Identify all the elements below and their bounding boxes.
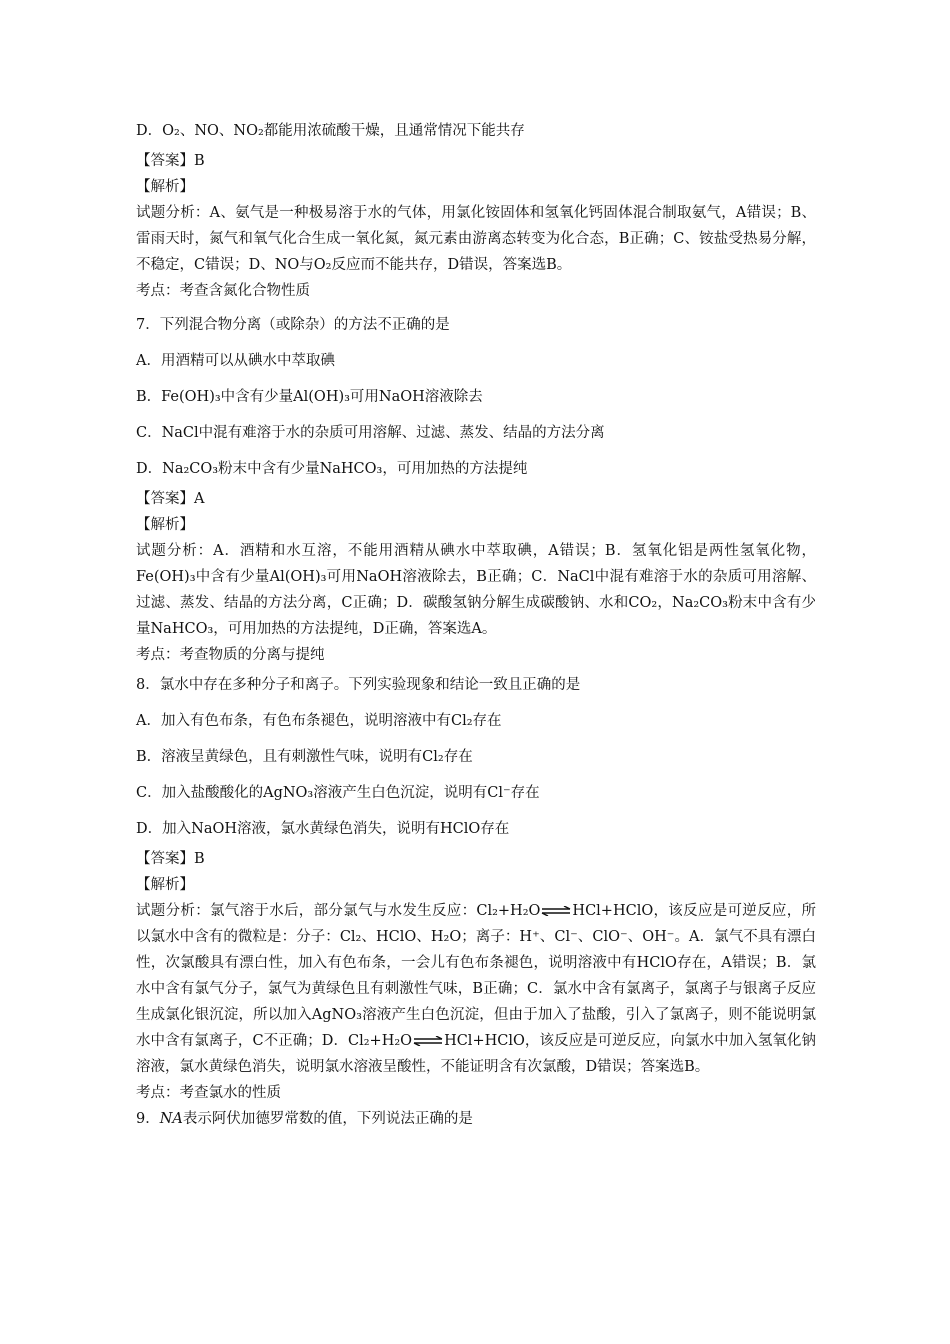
document-page (136, 118, 816, 1132)
q6-analysis-label: 【解析】 (136, 179, 194, 195)
q8-point: 考点：考查氯水的性质 (136, 1085, 281, 1101)
q6-point: 考点：考查含氮化合物性质 (136, 283, 310, 299)
q8-analysis-part-2: HCl+HClO，该反应是可逆反应，所以氯水中含有的微粒是：分子：Cl₂、HClO、H₂O；离子：H⁺、Cl⁻、ClO⁻、OH⁻。A．氯气不具有漂白性，次氯酸具有漂白性，加入有色布条，一会儿有色布条褪色，说明溶液中有HClO存在，A错误；B．氯水中含有氯气分子，氯气为黄绿色且有刺激性气味，B正确；C．氯水中含有氯离子，氯离子与银离子反应生成氯化银沉淀，所以加入AgNO₃溶液产生白色沉淀，但由于加入了盐酸，引入了氯离子，则不能说明氯水中含有氯离子，C不正确；D．Cl₂+H₂O (136, 903, 816, 1049)
q7-analysis: 试题分析：A．酒精和水互溶，不能用酒精从碘水中萃取碘，A错误；B．氢氧化铝是两性氢氧化物，Fe(OH)₃中含有少量Al(OH)₃可用NaOH溶液除去，B正确；C．NaCl中混有难溶于水的杂质可用溶解、过滤、蒸发、结晶的方法分离，C正确；D．碳酸氢钠分解生成碳酸钠、水和CO₂，Na₂CO₃粉末中含有少量NaHCO₃，可用加热的方法提纯，D正确，答案选A。 (136, 543, 816, 637)
q8-analysis-part-1: 试题分析：氯气溶于水后，部分氯气与水发生反应：Cl₂+H₂O (136, 903, 541, 919)
q8-option-d: D．加入NaOH溶液，氯水黄绿色消失，说明有HClO存在 (136, 821, 510, 837)
q7-option-d: D．Na₂CO₃粉末中含有少量NaHCO₃，可用加热的方法提纯 (136, 461, 528, 477)
q7-answer: 【答案】A (136, 491, 205, 507)
q8-stem: 8．氯水中存在多种分子和离子。下列实验现象和结论一致且正确的是 (136, 677, 581, 693)
reversible-arrow-icon (541, 906, 571, 916)
q7-option-a: A．用酒精可以从碘水中萃取碘 (136, 353, 335, 369)
q7-analysis-label: 【解析】 (136, 517, 194, 533)
q8-option-a: A．加入有色布条，有色布条褪色，说明溶液中有Cl₂存在 (136, 713, 502, 729)
reversible-arrow-icon (413, 1036, 443, 1046)
q9-stem-rest: 表示阿伏加德罗常数的值，下列说法正确的是 (182, 1111, 473, 1127)
q7-stem: 7．下列混合物分离（或除杂）的方法不正确的是 (136, 317, 450, 333)
q8-option-b: B．溶液呈黄绿色，且有刺激性气味，说明有Cl₂存在 (136, 749, 473, 765)
q8-option-c: C．加入盐酸酸化的AgNO₃溶液产生白色沉淀，说明有Cl⁻存在 (136, 785, 540, 801)
q9-stem (136, 1106, 816, 1132)
q8-analysis-part-3: HCl+HClO，该反应是可逆反应，向氯水中加入氢氧化钠溶液，氯水黄绿色消失，说明氯水溶液呈酸性，不能证明含有次氯酸，D错误；答案选B。 (136, 1033, 816, 1075)
q8-analysis-label: 【解析】 (136, 877, 194, 893)
q8-answer: 【答案】B (136, 851, 205, 867)
q7-option-c: C．NaCl中混有难溶于水的杂质可用溶解、过滤、蒸发、结晶的方法分离 (136, 425, 605, 441)
q6-answer: 【答案】B (136, 153, 205, 169)
q8-analysis (136, 898, 816, 1080)
q9-number: 9． (136, 1111, 160, 1127)
q7-point: 考点：考查物质的分离与提纯 (136, 647, 325, 663)
q6-analysis: 试题分析：A、氨气是一种极易溶于水的气体，用氯化铵固体和氢氧化钙固体混合制取氨气，A错误；B、雷雨天时，氮气和氧气化合生成一氧化氮，氮元素由游离态转变为化合态，B正确；C、铵盐受热易分解，不稳定，C错误；D、NO与O₂反应而不能共存，D错误，答案选B。 (136, 205, 816, 273)
q6-option-d: D．O₂、NO、NO₂都能用浓硫酸干燥，且通常情况下能共存 (136, 123, 525, 139)
q9-na-symbol: NA (159, 1111, 183, 1127)
q7-option-b: B．Fe(OH)₃中含有少量Al(OH)₃可用NaOH溶液除去 (136, 389, 483, 405)
